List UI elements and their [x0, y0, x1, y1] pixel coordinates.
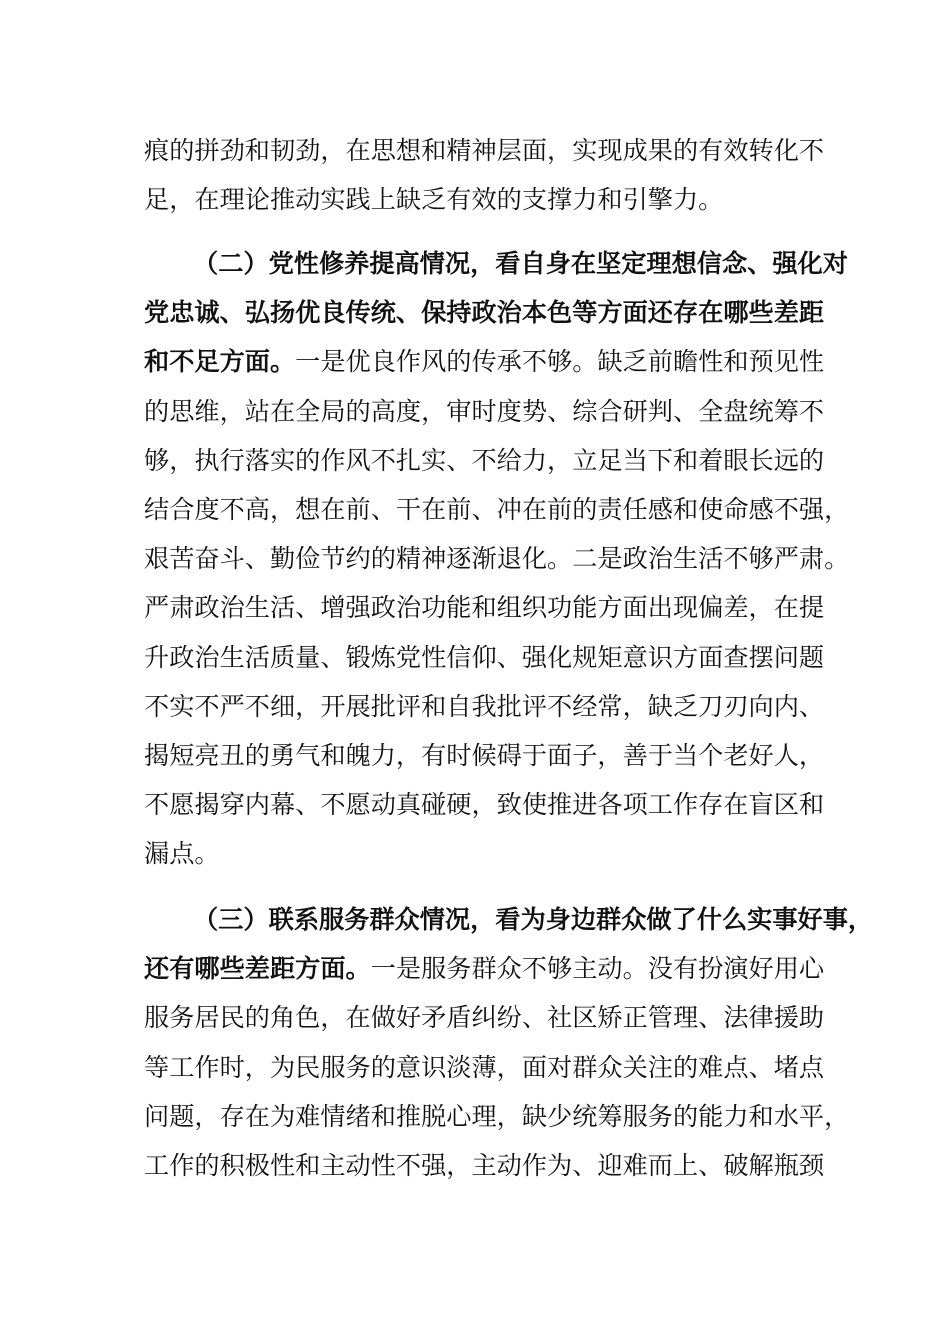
text-line: 结合度不高，想在前、干在前、冲在前的责任感和使命感不强， [144, 494, 850, 524]
section-3-paragraph [144, 895, 874, 1190]
text-line: 足，在理论推动实践上缺乏有效的支撑力和引擎力。 [144, 185, 724, 215]
text-line: 痕的拼劲和韧劲，在思想和精神层面，实现成果的有效转化不 [144, 136, 825, 165]
text-line: 艰苦奋斗、勤俭节约的精神逐渐退化。二是政治生活不够严肃。 [144, 544, 850, 574]
text-line: 不实不严不细，开展批评和自我批评不经常，缺乏刀刃向内、 [144, 691, 825, 721]
text-line [144, 337, 834, 386]
section-3-heading-tail: 还有哪些差距方面。 [144, 954, 371, 984]
section-2-paragraph [144, 239, 850, 878]
text-line: 等工作时，为民服务的意识淡薄，面对群众关注的难点、堵点 [144, 1052, 825, 1082]
text-line: 揭短亮丑的勇气和魄力，有时候碍于面子，善于当个老好人， [144, 740, 825, 770]
text-line: 问题，存在为难情绪和推脱心理，缺少统筹服务的能力和水平， [144, 1101, 850, 1131]
section-3-heading-line: （三）联系服务群众情况，看为身边群众做了什么实事好事， [193, 905, 874, 934]
text-line: 够，执行落实的作风不扎实、不给力，立足当下和着眼长远的 [144, 445, 825, 475]
text-line [144, 944, 834, 993]
text-line: 升政治生活质量、锻炼党性信仰、强化规矩意识方面查摆问题 [144, 642, 825, 672]
section-2-heading-tail: 和不足方面。 [144, 347, 296, 377]
section-2-body-start: 一是优良作风的传承不够。缺乏前瞻性和预见性 [295, 347, 825, 377]
section-2-heading-line: （二）党性修养提高情况，看自身在坚定理想信念、强化对 [193, 249, 848, 278]
section-2-heading-line: 党忠诚、弘扬优良传统、保持政治本色等方面还存在哪些差距 [144, 298, 825, 328]
text-line: 工作的积极性和主动性不强，主动作为、迎难而上、破解瓶颈 [144, 1150, 825, 1180]
continuation-paragraph [144, 126, 834, 224]
text-line: 的思维，站在全局的高度，审时度势、综合研判、全盘统筹不 [144, 396, 825, 426]
text-line: 不愿揭穿内幕、不愿动真碰硬，致使推进各项工作存在盲区和 [144, 790, 825, 820]
text-line: 服务居民的角色，在做好矛盾纠纷、社区矫正管理、法律援助 [144, 1003, 825, 1033]
text-line: 严肃政治生活、增强政治功能和组织功能方面出现偏差，在提 [144, 593, 825, 623]
text-line: 漏点。 [144, 839, 220, 869]
section-3-body-start: 一是服务群众不够主动。没有扮演好用心 [370, 954, 825, 984]
